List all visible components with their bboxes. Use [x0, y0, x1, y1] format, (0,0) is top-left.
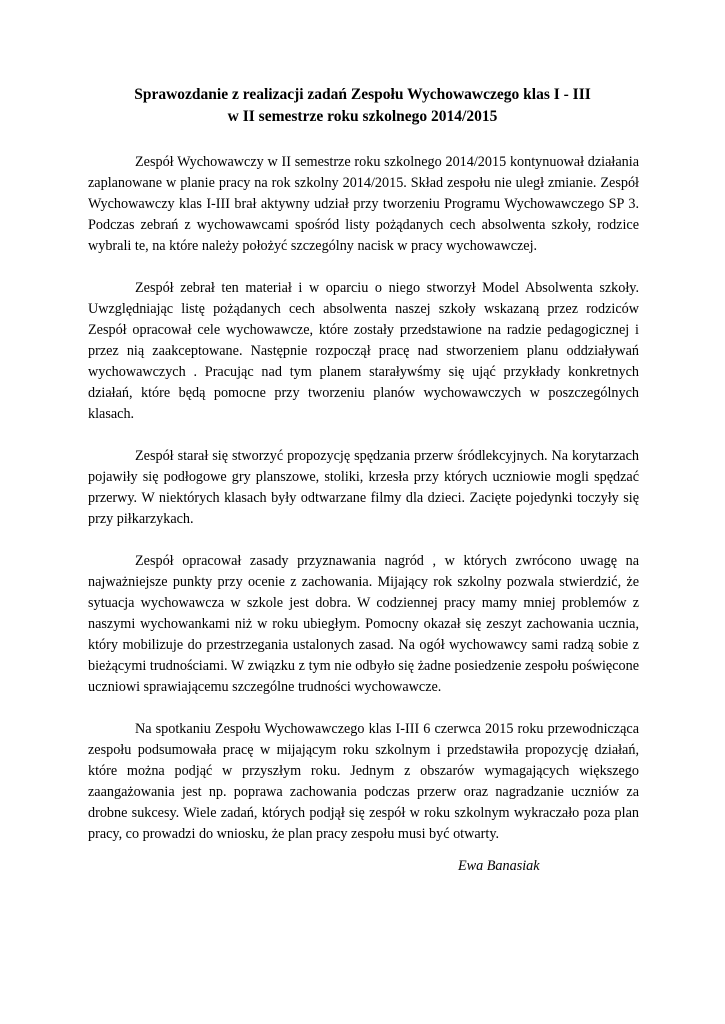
author-signature: Ewa Banasiak	[458, 858, 540, 874]
document-title-line-1: Sprawozdanie z realizacji zadań Zespołu Wychowawczego klas I - III	[134, 86, 591, 103]
paragraph-2: Zespół zebrał ten materiał i w oparciu o niego stworzył Model Absolwenta szkoły. Uwzględniając listę pożądanych cech absolwenta naszej szkoły wskazaną przez rodziców Zespół opracował cele wychowawcze, które zostały przedstawione na radzie pedagogicznej i przez nią zaakceptowane. Następnie rozpoczął pracę nad stworzeniem planu oddziaływań wychowawczych . Pracując nad tym planem staraływśmy się ująć przykłady konkretnych działań, które będą pomocne przy tworzeniu planów wychowawczych w poszczególnych klasach.	[88, 280, 639, 422]
paragraph-4: Zespół opracował zasady przyznawania nagród , w których zwrócono uwagę na najważniejsze punkty przy ocenie z zachowania. Mijający rok szkolny pozwala stwierdzić, że sytuacja wychowawcza w szkole jest dobra. W codziennej pracy mamy mniej problemów z naszymi wychowankami niż w roku ubiegłym. Pomocny okazał się zeszyt zachowania ucznia, który mobilizuje do przestrzegania ustalonych zasad. Na ogół wychowawcy sami radzą sobie z bieżącymi trudnościami. W związku z tym nie odbyło się żadne posiedzenie zespołu poświęcone uczniowi sprawiającemu szczególne trudności wychowawcze.	[88, 553, 639, 695]
paragraph-1: Zespół Wychowawczy w II semestrze roku szkolnego 2014/2015 kontynuował działania zaplanowane w planie pracy na rok szkolny 2014/2015. Skład zespołu nie uległ zmianie. Zespół Wychowawczy klas I-III brał aktywny udział przy tworzeniu Programu Wychowawczego SP 3. Podczas zebrań z wychowawcami spośród listy pożądanych cech absolwenta szkoły, rodzice wybrali te, na które należy położyć szczególny nacisk w pracy wychowawczej.	[88, 154, 639, 254]
paragraph-5: Na spotkaniu Zespołu Wychowawczego klas I-III 6 czerwca 2015 roku przewodnicząca zespołu podsumowała pracę w mijającym roku szkolnym i przedstawiła propozycję działań, które można podjąć w przyszłym roku. Jednym z obszarów wymagających większego zaangażowania jest np. poprawa zachowania podczas przerw oraz nagradzanie uczniów za drobne sukcesy. Wiele zadań, których podjął się zespół w roku szkolnym wykraczało poza plan pracy, co prowadzi do wniosku, że plan pracy zespołu musi być otwarty.	[88, 721, 639, 842]
document-body	[88, 152, 639, 866]
document-title-line-2: w II semestrze roku szkolnego 2014/2015	[227, 108, 498, 125]
paragraph-3: Zespół starał się stworzyć propozycję spędzania przerw śródlekcyjnych. Na korytarzach pojawiły się podłogowe gry planszowe, stoliki, krzesła przy których uczniowie mogli spędzać przerwy. W niektórych klasach były odtwarzane filmy dla dzieci. Zacięte pojedynki toczyły się przy piłkarzykach.	[88, 448, 639, 527]
